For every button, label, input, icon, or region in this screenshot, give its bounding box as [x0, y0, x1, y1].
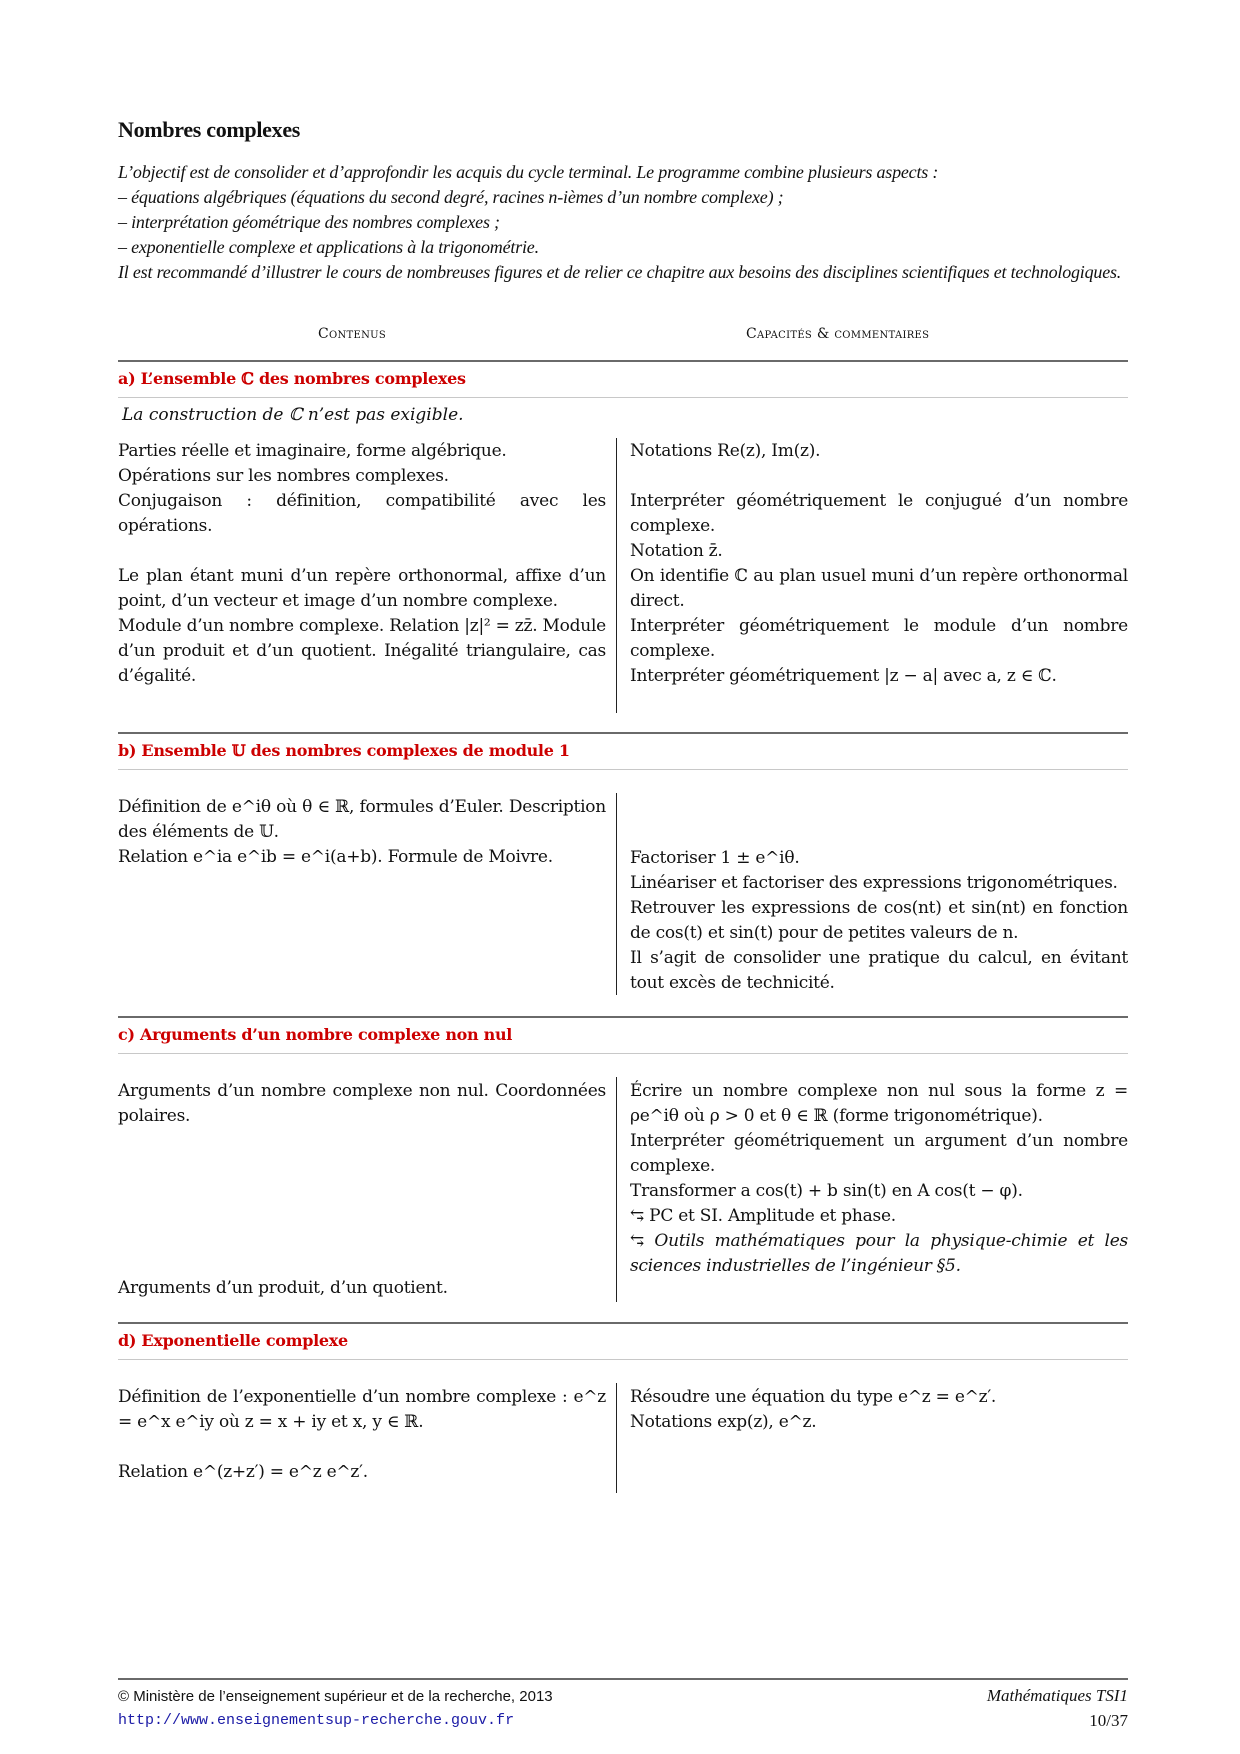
column-separator	[616, 1077, 617, 1302]
section-a-contents	[118, 439, 606, 689]
divider	[118, 397, 1128, 398]
section-title-b: b) Ensemble 𝕌 des nombres complexes de module 1	[118, 741, 570, 760]
intro-line: L’objectif est de consolider et d’approfondir les acquis du cycle terminal. Le programme combine plusieurs aspects :	[118, 162, 939, 182]
footer-course: Mathématiques TSI1	[986, 1686, 1128, 1705]
column-header-capacites: Capacités & commentaires	[746, 326, 930, 342]
content-item: Opérations sur les nombres complexes.	[118, 466, 449, 486]
section-c-contents	[118, 1079, 606, 1129]
content-item: Définition de e^iθ où θ ∈ ℝ, formules d’Euler. Description des éléments de 𝕌.	[118, 797, 606, 842]
divider	[118, 1359, 1128, 1360]
capacity-item: Linéariser et factoriser des expressions trigonométriques.	[630, 873, 1118, 893]
divider	[118, 1016, 1128, 1018]
intro-line: Il est recommandé d’illustrer le cours de nombreuses figures et de relier ce chapitre aux besoins des disciplines scientifiques et technologiques.	[118, 262, 1122, 282]
section-d-capacities	[630, 1385, 1128, 1435]
intro-text	[118, 160, 1128, 285]
footer-url-link[interactable]: http://www.enseignementsup-recherche.gouv.fr	[118, 1712, 515, 1729]
section-title-d: d) Exponentielle complexe	[118, 1331, 348, 1350]
divider	[118, 360, 1128, 362]
capacity-item: Factoriser 1 ± e^iθ.	[630, 848, 800, 868]
divider	[118, 1322, 1128, 1324]
content-item: Arguments d’un nombre complexe non nul. Coordonnées polaires.	[118, 1081, 606, 1126]
capacity-item: ⥃ PC et SI. Amplitude et phase.	[630, 1206, 896, 1226]
section-b-capacities	[630, 846, 1128, 996]
capacity-item: Interpréter géométriquement |z − a| avec a, z ∈ ℂ.	[630, 666, 1057, 686]
page-number: 10/37	[1089, 1711, 1128, 1730]
column-separator	[616, 438, 617, 713]
page-title: Nombres complexes	[118, 117, 301, 142]
footer-copyright: © Ministère de l’enseignement supérieur et de la recherche, 2013	[118, 1688, 553, 1705]
intro-line: – équations algébriques (équations du second degré, racines n-ièmes d’un nombre complexe) ;	[118, 187, 784, 207]
content-item: Module d’un nombre complexe. Relation |z|² = zz̄. Module d’un produit et d’un quotient. Inégalité triangulaire, cas d’égalité.	[118, 616, 606, 686]
capacity-item: Interpréter géométriquement un argument d’un nombre complexe.	[630, 1131, 1128, 1176]
content-item: Parties réelle et imaginaire, forme algébrique.	[118, 441, 507, 461]
footer-divider	[118, 1678, 1128, 1680]
intro-line: – interprétation géométrique des nombres complexes ;	[118, 212, 500, 232]
section-c-capacities	[630, 1079, 1128, 1279]
content-item: Conjugaison : définition, compatibilité avec les opérations.	[118, 491, 606, 536]
content-item: Relation e^ia e^ib = e^i(a+b). Formule de Moivre.	[118, 847, 553, 867]
section-note: La construction de ℂ n’est pas exigible.	[122, 405, 464, 425]
capacity-item: Notation z̄.	[630, 541, 723, 561]
column-separator	[616, 1383, 617, 1493]
content-item: Définition de l’exponentielle d’un nombre complexe : e^z = e^x e^iy où z = x + iy et x, y ∈ ℝ.	[118, 1387, 606, 1432]
section-title-a: a) L’ensemble ℂ des nombres complexes	[118, 369, 466, 388]
content-item: Le plan étant muni d’un repère orthonormal, affixe d’un point, d’un vecteur et image d’un nombre complexe.	[118, 566, 606, 611]
capacity-item: On identifie ℂ au plan usuel muni d’un repère orthonormal direct.	[630, 566, 1128, 611]
column-header-contenus: Contenus	[318, 326, 387, 342]
capacity-item: ⥃ Outils mathématiques pour la physique-chimie et les sciences industrielles de l’ingénieur §5.	[630, 1231, 1128, 1276]
capacity-item: Transformer a cos(t) + b sin(t) en A cos(t − φ).	[630, 1181, 1023, 1201]
capacity-item: Interpréter géométriquement le conjugué d’un nombre complexe.	[630, 491, 1128, 536]
section-d-contents	[118, 1385, 606, 1485]
content-item: Relation e^(z+z′) = e^z e^z′.	[118, 1462, 368, 1482]
capacity-item: Retrouver les expressions de cos(nt) et sin(nt) en fonction de cos(t) et sin(t) pour de petites valeurs de n.	[630, 898, 1128, 943]
section-a-capacities	[630, 439, 1128, 689]
column-separator	[616, 793, 617, 995]
capacity-item: Notations Re(z), Im(z).	[630, 441, 821, 461]
capacity-item: Écrire un nombre complexe non nul sous la forme z = ρe^iθ où ρ > 0 et θ ∈ ℝ (forme trigonométrique).	[630, 1081, 1128, 1126]
section-b-contents	[118, 795, 606, 870]
intro-line: – exponentielle complexe et applications à la trigonométrie.	[118, 237, 539, 257]
capacity-item: Résoudre une équation du type e^z = e^z′.	[630, 1387, 997, 1407]
divider	[118, 732, 1128, 734]
capacity-item: Interpréter géométriquement le module d’un nombre complexe.	[630, 616, 1128, 661]
divider	[118, 1053, 1128, 1054]
capacity-item: Notations exp(z), e^z.	[630, 1412, 817, 1432]
section-title-c: c) Arguments d’un nombre complexe non nul	[118, 1025, 513, 1044]
capacity-item: Il s’agit de consolider une pratique du calcul, en évitant tout excès de technicité.	[630, 948, 1128, 993]
divider	[118, 769, 1128, 770]
section-c-contents-2	[118, 1276, 606, 1301]
content-item: Arguments d’un produit, d’un quotient.	[118, 1278, 448, 1298]
